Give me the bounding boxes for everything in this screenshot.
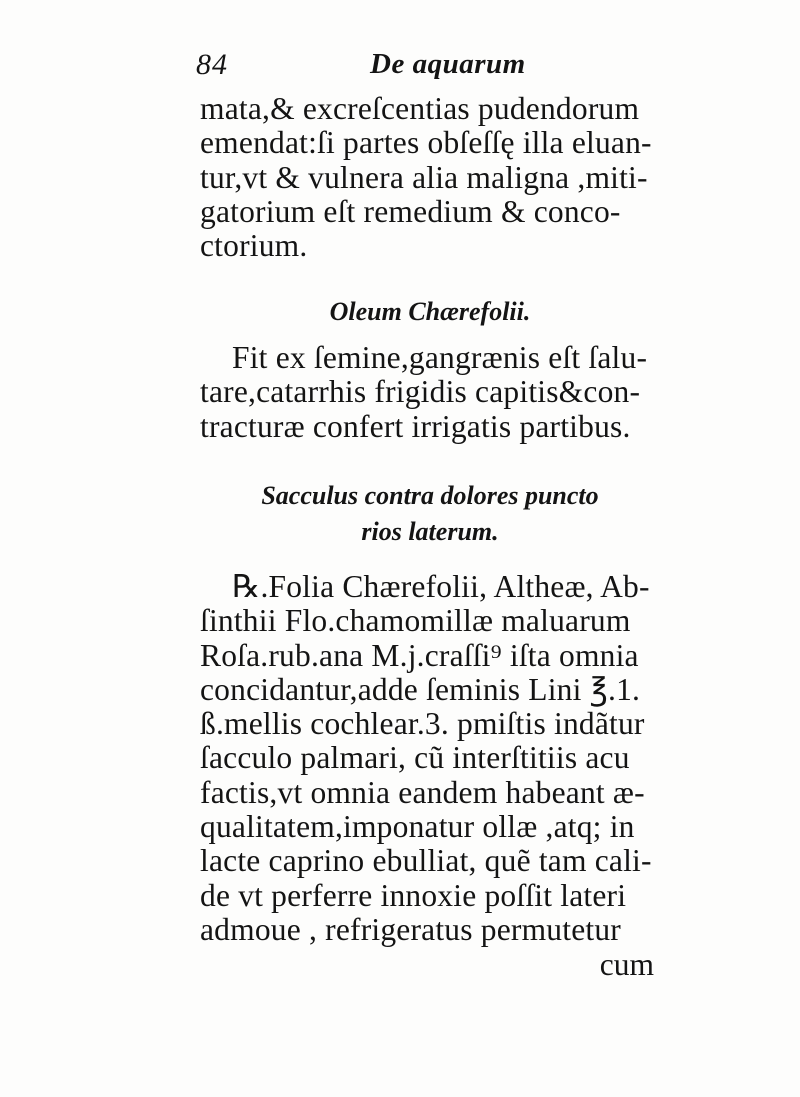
text-line: gatorium eſt remedium & conco- [200, 193, 621, 229]
catchword: cum [599, 947, 654, 982]
paragraph-3 [200, 570, 660, 947]
running-head: De aquarum [370, 48, 526, 80]
heading-line: rios laterum. [361, 517, 499, 546]
heading-line: Sacculus contra dolores puncto [261, 481, 599, 510]
text-line: de vt perferre innoxie poſſit lateri [200, 877, 627, 913]
text-line: emendat:ſi partes obſeſſę illa eluan- [200, 125, 652, 161]
text-line: tracturæ confert irrigatis partibus. [200, 408, 631, 444]
text-line: Fit ex ſemine,gangrænis eſt ſalu- [232, 340, 648, 375]
text-line: Roſa.rub.ana M.j.craſſi⁹ iſta omnia [200, 637, 639, 673]
text-line: concidantur,adde ſeminis Lini ℥.1. [200, 671, 641, 707]
text-line: qualitatem,imponatur ollæ ,atq; in [200, 809, 635, 845]
paragraph-1 [200, 92, 660, 263]
text-line: mata,& excreſcentias pudendorum [200, 91, 640, 126]
text-line: ℞.Folia Chærefolii, Altheæ, Ab- [232, 569, 650, 604]
text-line: tare,catarrhis frigidis capitis&con- [200, 374, 641, 410]
page-header [196, 48, 656, 88]
text-line: ß.mellis cochlear.3. pmiſtis indãtur [200, 706, 645, 742]
text-line: factis,vt omnia eandem habeant æ- [200, 774, 645, 810]
text-line: ſacculo palmari, cũ interſtitiis acu [200, 740, 630, 776]
paragraph-2 [200, 341, 660, 444]
text-line: lacte caprino ebulliat, quẽ tam cali- [200, 843, 652, 879]
text-line: ſinthii Flo.chamomillæ maluarum [200, 603, 631, 639]
text-line: tur,vt & vulnera alia maligna ,miti- [200, 159, 648, 195]
section-heading-oleum: Oleum Chærefolii. [329, 297, 531, 326]
text-line: admoue , refrigeratus permutetur [200, 911, 621, 947]
text-line: ctorium. [200, 228, 308, 264]
page-number: 84 [196, 48, 228, 81]
section-heading-sacculus [200, 478, 660, 550]
